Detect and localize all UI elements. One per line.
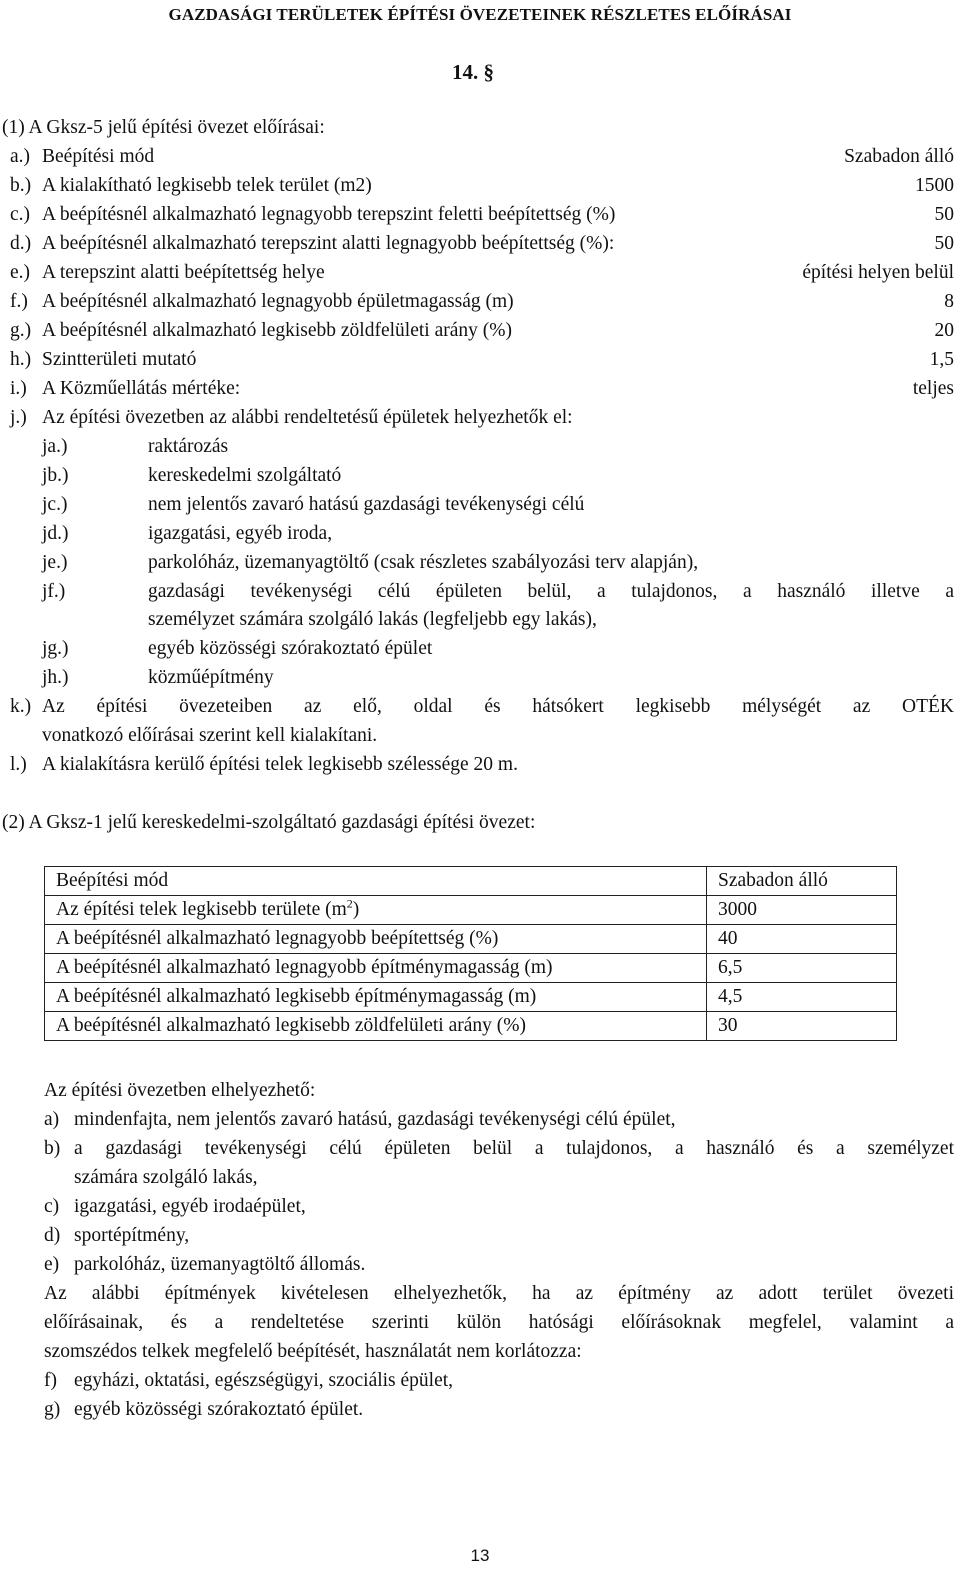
list-item [10,404,954,432]
item-label: e.) [10,262,31,283]
item-value: Szabadon álló [844,146,954,167]
item-value: 8 [944,291,954,312]
param-text-end: ) [352,899,360,920]
item-text: parkolóház, üzemanyagtöltő állomás. [74,1254,366,1275]
list-item [44,1106,954,1134]
item-text: A beépítésnél alkalmazható terepszint alatti legnagyobb beépítettség (%): [42,233,615,254]
item-label: a.) [10,146,31,167]
table-row [45,954,897,983]
table-cell-param: A beépítésnél alkalmazható legkisebb építménymagasság (m) [45,983,707,1012]
superscript: 2 [346,896,353,911]
item-text-2: vonatkozó előírásai szerint kell kialakítani. [42,725,378,746]
table-row [45,1012,897,1041]
item-text: a gazdasági tevékenységi célú épületen belül a tulajdonos, a használó és a személyzet [74,1138,954,1159]
item-value: 20 [934,320,954,341]
list-item-continuation: számára szolgáló lakás, [74,1167,258,1188]
item-text: A terepszint alatti beépítettség helye [42,262,325,283]
item-text: A beépítésnél alkalmazható legnagyobb terepszint feletti beépítettség (%) [42,204,616,225]
item-text: A beépítésnél alkalmazható legnagyobb épületmagasság (m) [42,291,514,312]
sub-item-text: igazgatási, egyéb iroda, [148,523,333,544]
item-value: teljes [912,378,954,399]
list-item [10,172,954,200]
list-item [10,288,954,316]
item-text: sportépítmény, [74,1225,190,1246]
part1-intro: (1) A Gksz-5 jelű építési övezet előírásai: [2,117,325,138]
item-label: k.) [10,696,32,717]
item-label: h.) [10,349,32,370]
item-label: f) [44,1370,57,1391]
sub-item-label: je.) [42,552,68,573]
sub-item-label: jg.) [42,638,69,659]
exception-paragraph-line: előírásainak, és a rendeltetése szerinti külön hatósági előírásoknak megfelel, valamint a [44,1312,954,1333]
item-text: A Közműellátás mértéke: [42,378,241,399]
sub-item [42,578,954,606]
item-text: Beépítési mód [42,146,155,167]
sub-item-text: egyéb közösségi szórakoztató épület [148,638,433,659]
item-value: 1500 [915,175,954,196]
table-row [45,867,897,896]
item-label: g.) [10,320,32,341]
sub-item-label: jd.) [42,523,69,544]
item-label: a) [44,1109,60,1130]
sub-item-label: ja.) [42,436,68,457]
item-text: A beépítésnél alkalmazható legkisebb zöldfelületi arány (%) [42,320,512,341]
item-value: 50 [934,204,954,225]
sub-item-text-2: személyzet számára szolgáló lakás (legfeljebb egy lakás), [148,609,597,630]
table-cell-value: 30 [707,1012,897,1041]
sub-item-text: raktározás [148,436,229,457]
item-text: Az építési övezetben az alábbi rendeltetésű épületek helyezhetők el: [42,407,573,428]
sub-item-text: kereskedelmi szolgáltató [148,465,342,486]
list-item [10,375,954,403]
param-text: Az építési telek legkisebb területe (m [56,899,347,920]
item-label: b.) [10,175,32,196]
parameters-table [44,866,897,1041]
item-text: igazgatási, egyéb irodaépület, [74,1196,306,1217]
list-item-continuation [10,722,954,750]
item-label: b) [44,1138,61,1159]
item-text: egyéb közösségi szórakoztató épület. [74,1399,364,1420]
table-cell-value: 6,5 [707,954,897,983]
list-item [44,1396,954,1424]
item-text: Szintterületi mutató [42,349,197,370]
list-item [10,259,954,287]
item-label: g) [44,1399,61,1420]
list-item [44,1251,954,1279]
item-text: A kialakításra kerülő építési telek legkisebb szélessége 20 m. [42,754,518,775]
part2-intro: (2) A Gksz-1 jelű kereskedelmi-szolgáltató gazdasági építési övezet: [2,812,536,833]
sub-item-label: jh.) [42,667,69,688]
item-value: 1,5 [929,349,954,370]
sub-item-text: gazdasági tevékenységi célú épületen belül, a tulajdonos, a használó illetve a [148,581,954,602]
table-cell-param: Beépítési mód [45,867,707,896]
item-text: A kialakítható legkisebb telek terület (m2) [42,175,372,196]
exception-paragraph-line: szomszédos telkek megfelelő beépítését, használatát nem korlátozza: [44,1341,582,1362]
table-cell-param: A beépítésnél alkalmazható legkisebb zöldfelületi arány (%) [45,1012,707,1041]
list-item [44,1135,954,1163]
table-cell-value: 40 [707,925,897,954]
item-value: 50 [934,233,954,254]
table-cell-value: Szabadon álló [707,867,897,896]
item-label: f.) [10,291,28,312]
list-item [10,346,954,374]
item-text: Az építési övezeteiben az elő, oldal és hátsókert legkisebb mélységét az OTÉK [42,696,954,717]
item-label: l.) [10,754,27,775]
item-label: d.) [10,233,32,254]
list-item [10,230,954,258]
list-item [10,693,954,721]
item-label: c) [44,1196,60,1217]
list-item [44,1367,954,1395]
allowed-title: Az építési övezetben elhelyezhető: [44,1080,316,1101]
item-label: d) [44,1225,61,1246]
section-number: 14. § [452,60,494,84]
page-number: 13 [470,1546,490,1565]
table-cell-value: 3000 [707,896,897,925]
item-label: i.) [10,378,27,399]
list-item [44,1193,954,1221]
list-item [10,751,954,779]
table-row [45,983,897,1012]
table-cell-value: 4,5 [707,983,897,1012]
table-cell-param: A beépítésnél alkalmazható legnagyobb beépítettség (%) [45,925,707,954]
table-row [45,896,897,925]
page-header: GAZDASÁGI TERÜLETEK ÉPÍTÉSI ÖVEZETEINEK RÉSZLETES ELŐÍRÁSAI [168,5,792,24]
item-text: egyházi, oktatási, egészségügyi, szociális épület, [74,1370,454,1391]
sub-item-text: parkolóház, üzemanyagtöltő (csak részletes szabályozási terv alapján), [148,552,699,573]
list-item [10,201,954,229]
sub-item-label: jb.) [42,465,69,486]
table-row [45,925,897,954]
item-label: c.) [10,204,31,225]
list-item [10,143,954,171]
sub-item-label: jc.) [42,494,68,515]
item-text: mindenfajta, nem jelentős zavaró hatású, gazdasági tevékenységi célú épület, [74,1109,676,1130]
sub-item-label: jf.) [42,581,66,602]
list-item [44,1222,954,1250]
exception-paragraph-line: Az alábbi építmények kivételesen elhelyezhetők, ha az építmény az adott terület övezeti [44,1283,954,1304]
item-value: építési helyen belül [802,262,954,283]
table-cell-param [45,896,707,925]
item-label: e) [44,1254,60,1275]
sub-item-text: nem jelentős zavaró hatású gazdasági tevékenységi célú [148,494,585,515]
list-item [10,317,954,345]
table-cell-param: A beépítésnél alkalmazható legnagyobb építménymagasság (m) [45,954,707,983]
sub-item-text: közműépítmény [148,667,274,688]
item-label: j.) [10,407,27,428]
